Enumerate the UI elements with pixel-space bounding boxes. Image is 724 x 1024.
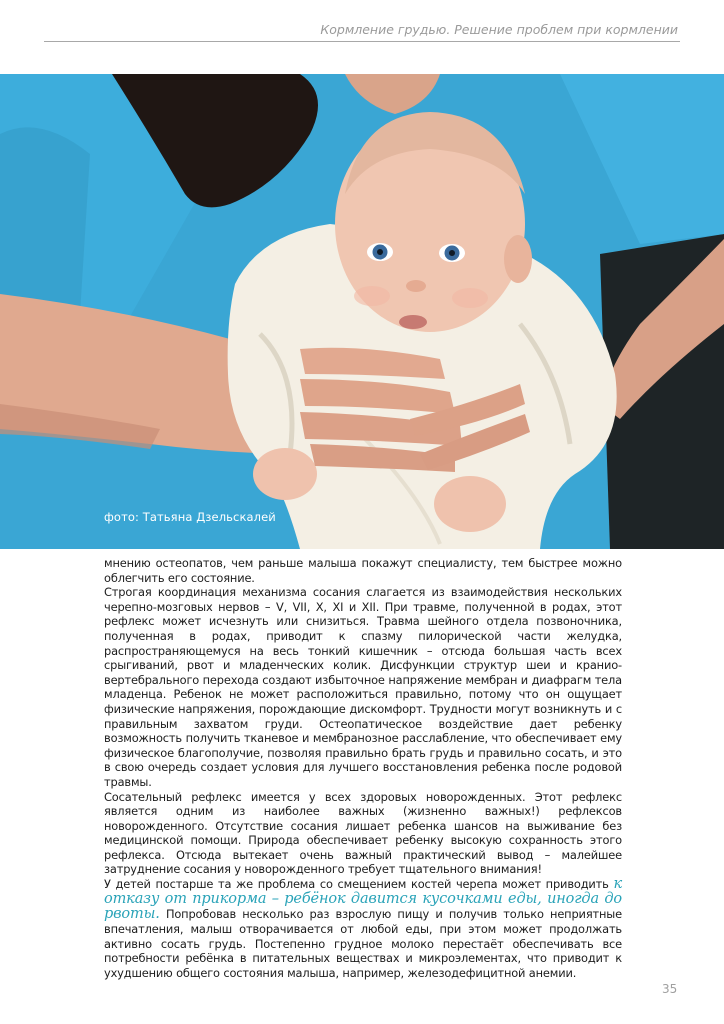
paragraph-2: Строгая координация механизма сосания слагается из взаимодействия нескольких черепно-мозговых нервов – V, VII, X, XI и XII. При травме, полученной в родах, этот рефлекс может исчезнуть или снизиться. Травма шейного отдела позвоночника, полученная в родах, приводит к спазму пилорической части желудка, распространяющемуся на весь тонкий кишечник – отсюда большая часть всех срыгиваний, рвот и младенческих колик. Дисфункции структур шеи и кранио-вертебрального перехода создают избыточное напряжение мембран и диафрагм тела младенца. Ребенок не может расположиться правильно, потому что он ощущает физические напряжения, порождающие дискомфорт. Трудности могут возникнуть и с правильным захватом груди. Остеопатическое воздействие дает ребенку возможность получить тканевое и мембранозное расслабление, что обеспечивает ему физическое благополучие, позволяя правильно брать грудь и правильно сосать, и это в свою очередь создает условия для лучшего восстановления ребенка после родовой травмы. (104, 585, 622, 789)
photo-credit: фото: Татьяна Дзельскалей (104, 510, 276, 524)
paragraph-4-start: У детей постарше та же проблема со смещением костей черепа может приводить (104, 877, 614, 892)
paragraph-4 (104, 877, 622, 980)
header-title: Кормление грудью. Решение проблем при кормлении (320, 22, 678, 37)
paragraph-1: мнению остеопатов, чем раньше малыша покажут специалисту, тем быстрее можно облегчить его состояние. (104, 556, 622, 585)
paragraph-4-end: Попробовав несколько раз взрослую пищу и получив только неприятные впечатления, малыш отворачивается от любой еды, при этом может продолжать активно сосать грудь. Постепенно грудное молоко перестаёт обеспечивать все потребности ребёнка в питательных веществах и микроэлементах, что приводит к ухудшению общего состояния малыша, например, железодефицитной анемии. (104, 907, 622, 980)
highlighted-phrase: к отказу от прикорма – ребёнок давится кусочками еды, иногда до рвоты. (104, 876, 622, 923)
paragraph-3: Сосательный рефлекс имеется у всех здоровых новорожденных. Этот рефлекс является одним из наиболее важных (жизненно важных!) рефлексов новорожденного. Отсутствие сосания лишает ребенка шансов на выживание без медицинской помощи. Природа обеспечивает ребенку высокую сохранность этого рефлекса. Отсюда вытекает очень важный практический вывод – малейшее затруднение сосания у новорожденного требует тщательного внимания! (104, 789, 622, 877)
baby-photo-illustration (0, 74, 724, 549)
article-body (104, 556, 622, 980)
page-number: 35 (662, 982, 678, 996)
baby-photo (0, 74, 724, 549)
running-header (44, 22, 680, 42)
